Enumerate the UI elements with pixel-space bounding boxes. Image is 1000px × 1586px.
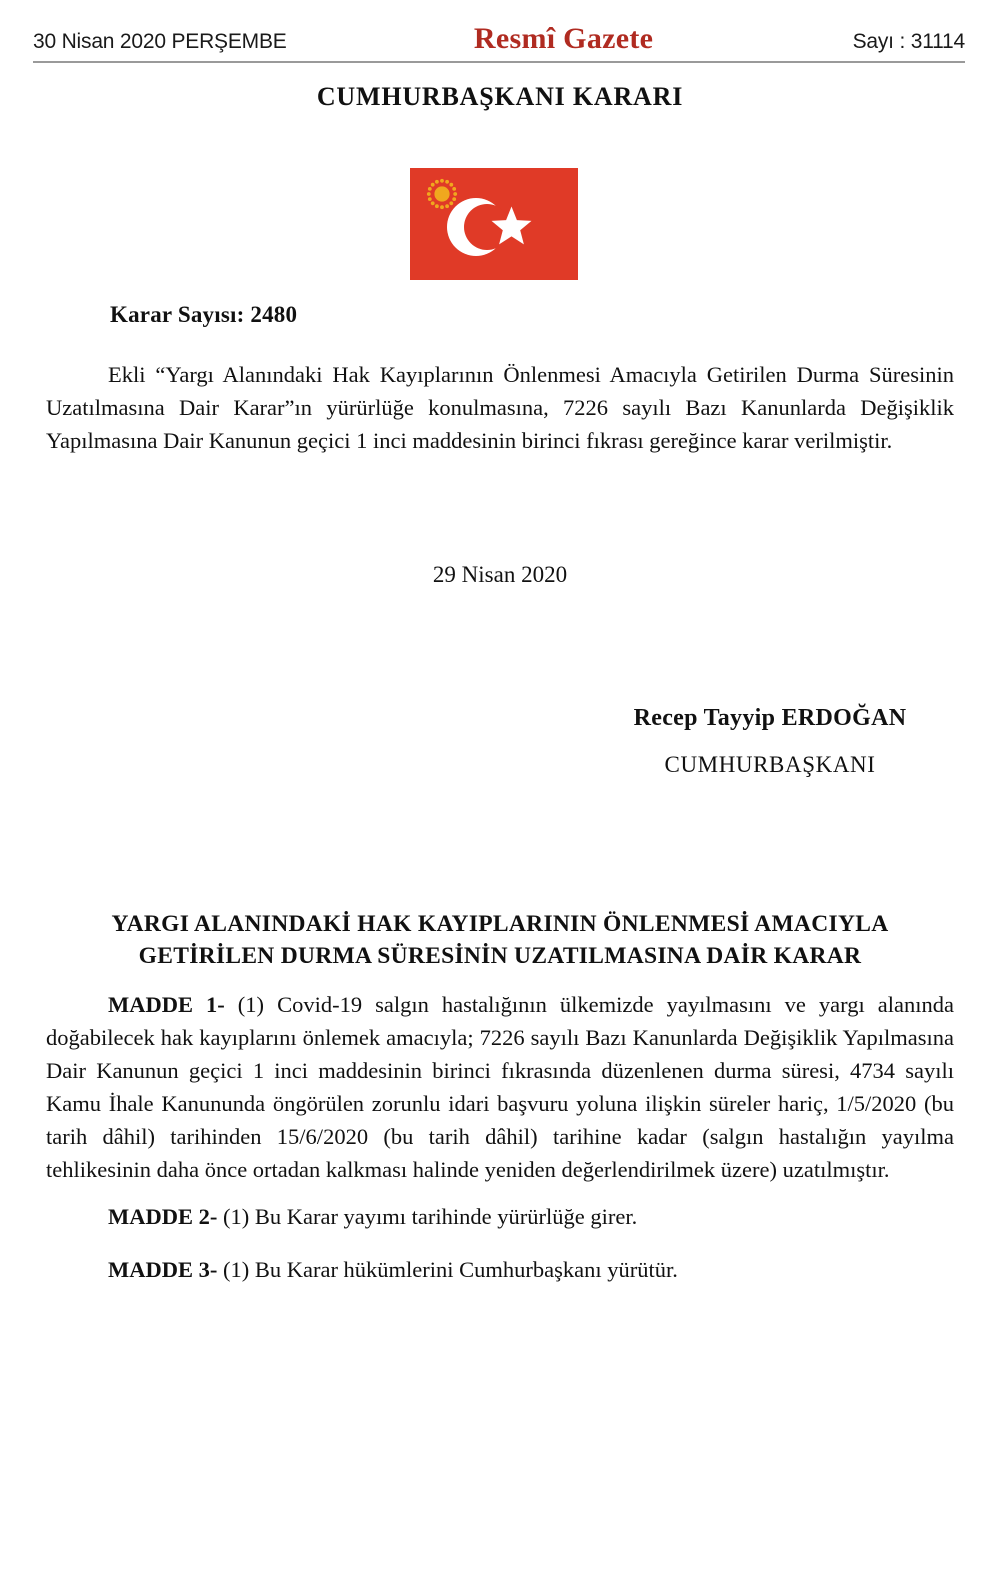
article-2 (46, 1200, 954, 1233)
article-1 (46, 988, 954, 1186)
gazette-title: Resmî Gazete (473, 22, 654, 55)
intro-paragraph (46, 358, 954, 457)
annex-title-line-2: GETİRİLEN DURMA SÜRESİNİN UZATILMASINA DAİR KARAR (138, 943, 862, 969)
page-title: CUMHURBAŞKANI KARARI (316, 82, 684, 111)
annex-title (0, 908, 1000, 972)
article-3-label: MADDE 3- (108, 1257, 218, 1282)
signatory-name: Recep Tayyip ERDOĞAN (633, 705, 907, 731)
article-2-label: MADDE 2- (108, 1204, 218, 1229)
decision-date: 29 Nisan 2020 (432, 562, 568, 587)
annex-title-line-1: YARGI ALANINDAKİ HAK KAYIPLARININ ÖNLENMESİ AMACIYLA (111, 911, 889, 937)
article-2-text: (1) Bu Karar yayımı tarihinde yürürlüğe girer. (217, 1204, 638, 1229)
article-3 (46, 1253, 954, 1286)
header-divider (33, 61, 965, 63)
article-3-text: (1) Bu Karar hükümlerini Cumhurbaşkanı yürütür. (217, 1257, 678, 1282)
issue-number: Sayı : 31114 (852, 30, 965, 53)
masthead (33, 22, 965, 54)
signatory-title: CUMHURBAŞKANI (664, 752, 876, 777)
turkish-flag-icon (410, 168, 578, 280)
intro-paragraph-text: Ekli “Yargı Alanındaki Hak Kayıplarının Önlenmesi Amacıyla Getirilen Durma Süresinin Uzatılmasına Dair Karar”ın yürürlüğe konulmasına, 7226 sayılı Bazı Kanunlarda Değişiklik Yapılmasına Dair Kanunun geçici 1 inci maddesinin birinci fıkrası gereğince karar verilmiştir. (46, 362, 954, 453)
article-1-label: MADDE 1- (108, 992, 225, 1017)
article-1-text: (1) Covid-19 salgın hastalığının ülkemizde yayılmasını ve yargı alanında doğabilecek hak kayıplarını önlemek amacıyla; 7226 sayılı Bazı Kanunlarda Değişiklik Yapılmasına Dair Kanunun geçici 1 inci maddesinin birinci fıkrasında düzenlenen durma süresi, 4734 sayılı Kamu İhale Kanununda öngörülen zorunlu idari başvuru yoluna ilişkin süreler hariç, 1/5/2020 (bu tarih dâhil) tarihinden 15/6/2020 (bu tarih dâhil) tarihine kadar (salgın hastalığın yayılma tehlikesinin daha önce ortadan kalkması halinde yeniden değerlendirilmek üzere) uzatılmıştır. (46, 992, 954, 1182)
publication-date: 30 Nisan 2020 PERŞEMBE (33, 30, 287, 53)
signature-block (560, 705, 980, 778)
decision-number: Karar Sayısı: 2480 (110, 302, 298, 327)
